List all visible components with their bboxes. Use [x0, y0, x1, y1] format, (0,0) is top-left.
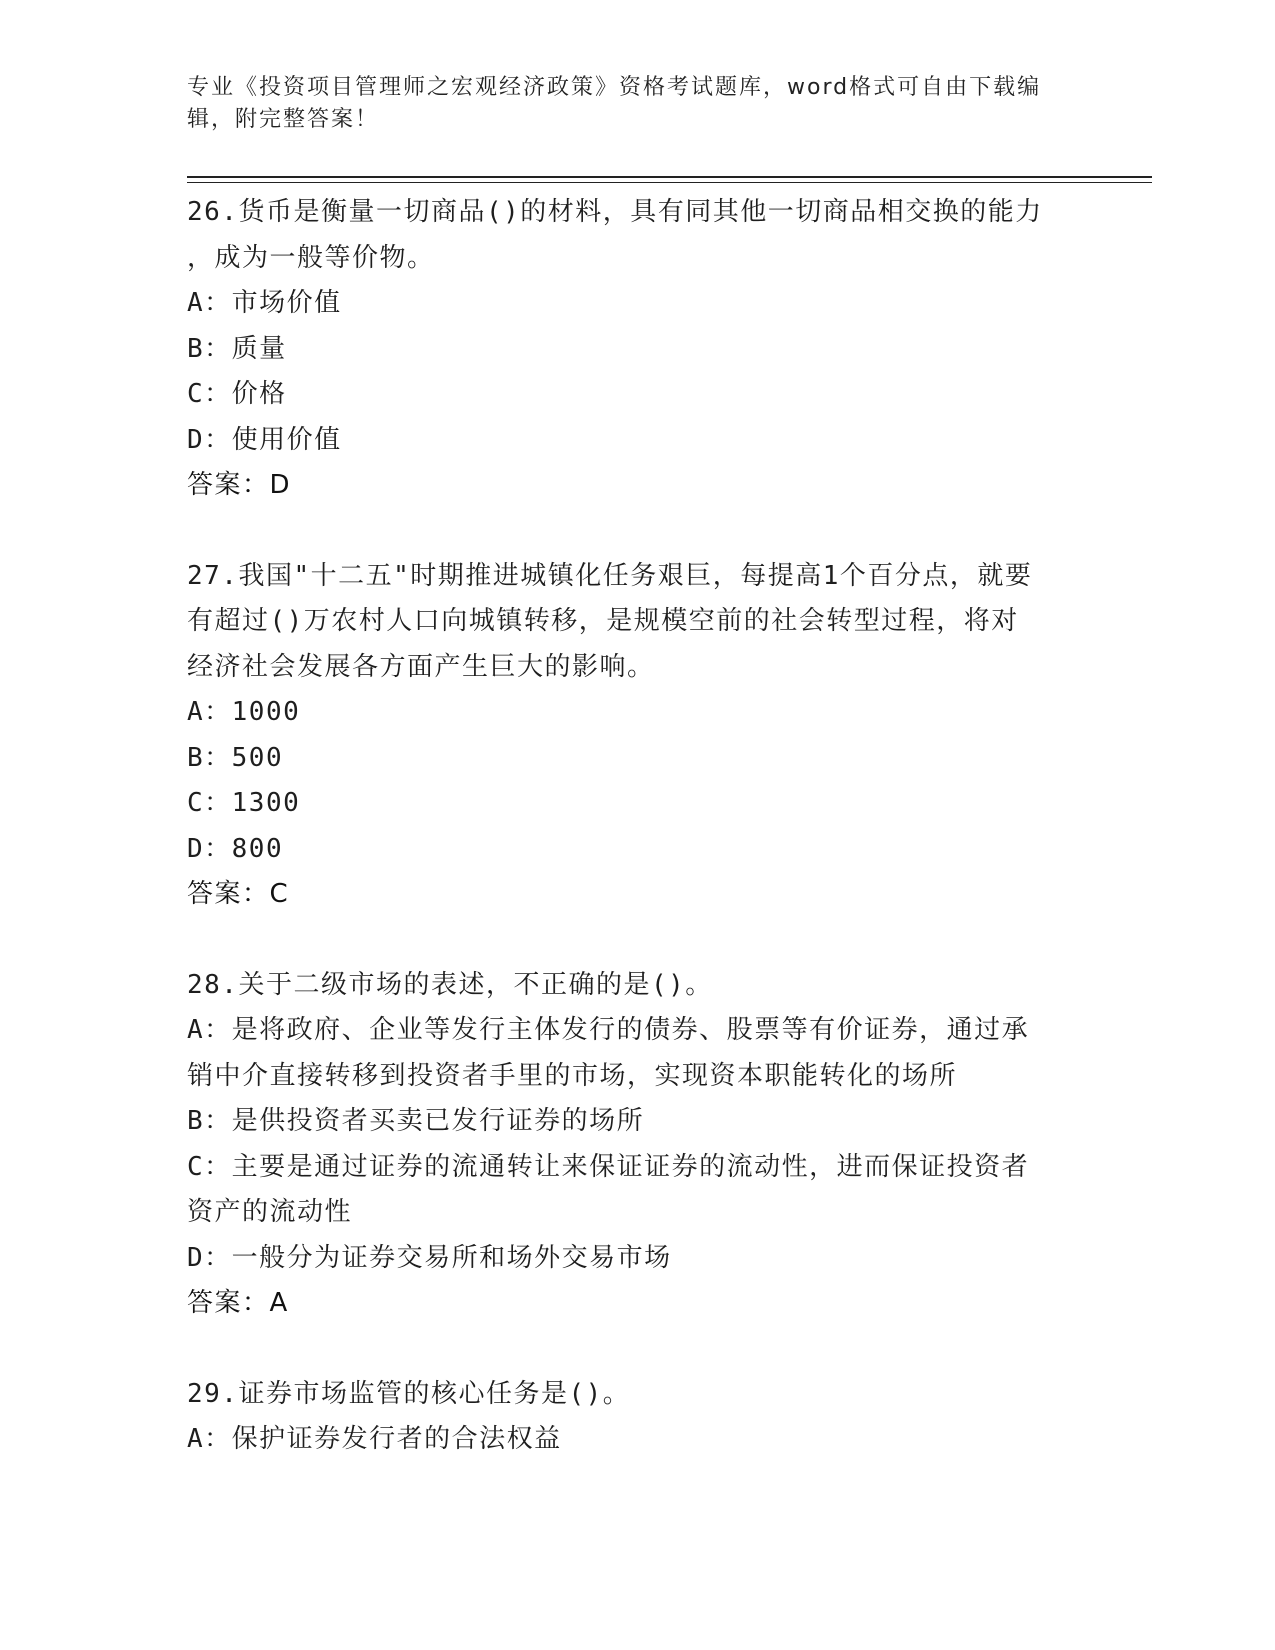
option-a: A：是将政府、企业等发行主体发行的债券、股票等有价证券，通过承: [187, 1015, 1030, 1045]
question-stem: 26.货币是衡量一切商品()的材料，具有同其他一切商品相交换的能力: [187, 197, 1043, 227]
question-stem: 29.证券市场监管的核心任务是()。: [187, 1378, 631, 1409]
question-stem: ，成为一般等价物。: [187, 242, 435, 273]
option-d: D：使用价值: [187, 424, 342, 455]
option-a: A：1000: [187, 697, 301, 727]
option-b: B：是供投资者买卖已发行证券的场所: [187, 1106, 645, 1136]
question-stem: 27.我国"十二五"时期推进城镇化任务艰巨，每提高1个百分点，就要: [187, 560, 1033, 591]
answer: 答案：A: [187, 1288, 289, 1318]
question-29: [187, 1372, 1067, 1463]
question-stem: 有超过()万农村人口向城镇转移，是规模空前的社会转型过程，将对: [187, 606, 1019, 636]
option-b: B：500: [187, 742, 284, 773]
option-d: D：800: [187, 833, 284, 864]
header-rule-thick: [187, 176, 1152, 178]
option-c: C：价格: [187, 379, 287, 409]
answer: 答案：D: [187, 470, 292, 500]
option-a: A：市场价值: [187, 288, 342, 318]
question-28: [187, 963, 1067, 1327]
option-d: D：一般分为证券交易所和场外交易市场: [187, 1242, 672, 1273]
option-a-continued: 销中介直接转移到投资者手里的市场，实现资本职能转化的场所: [187, 1060, 958, 1091]
option-c: C：主要是通过证券的流通转让来保证证券的流动性，进而保证投资者: [187, 1151, 1030, 1182]
header-rule-thin: [187, 182, 1152, 183]
question-list: [187, 190, 1067, 1508]
option-c-continued: 资产的流动性: [187, 1197, 353, 1227]
question-26: [187, 190, 1067, 509]
document-header: 专业《投资项目管理师之宏观经济政策》资格考试题库，word格式可自由下载编辑，附完整答案！: [187, 75, 1042, 132]
question-stem: 经济社会发展各方面产生巨大的影响。: [187, 651, 655, 682]
option-c: C：1300: [187, 788, 301, 818]
option-a: A：保护证券发行者的合法权益: [187, 1424, 562, 1454]
question-27: [187, 554, 1067, 918]
answer: 答案：C: [187, 879, 290, 909]
question-stem: 28.关于二级市场的表述，不正确的是()。: [187, 969, 713, 1000]
option-b: B：质量: [187, 333, 287, 364]
